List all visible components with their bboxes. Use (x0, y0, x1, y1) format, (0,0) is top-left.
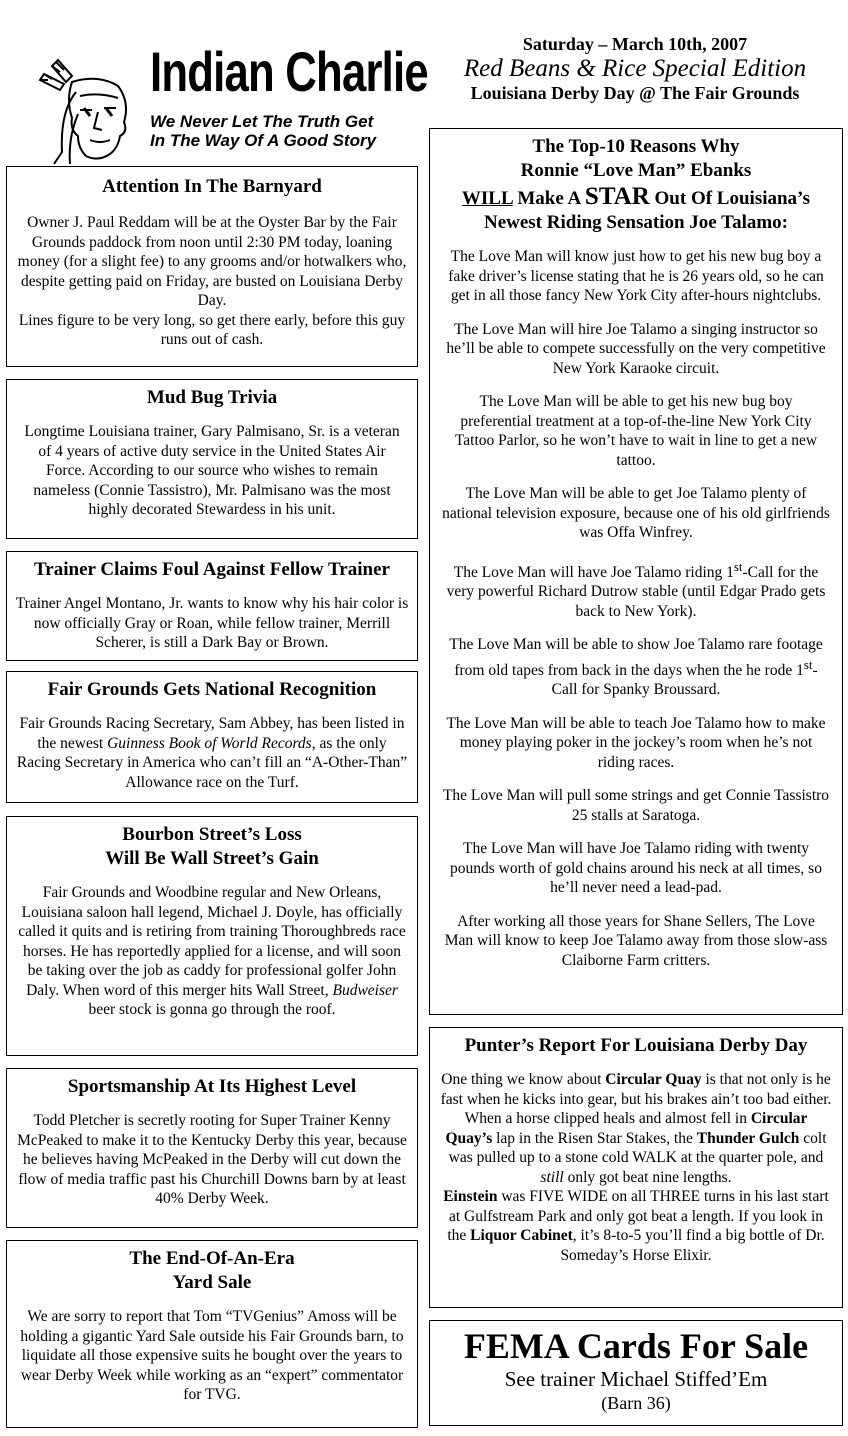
top10-title-2: Ronnie “Love Man” Ebanks (520, 160, 752, 181)
top10-title-4: Newest Riding Sensation Joe Talamo: (483, 212, 789, 233)
article-body: Owner J. Paul Reddam will be at the Oyster Bar by the Fair Grounds paddock from noon until 2:30 PM today, loaning money (for a slight fee) to any grooms and/or hotwalkers who, despite getting paid on Friday, are busted on Louisiana Derby Day. (17, 214, 407, 309)
horse-name: Einstein (443, 1188, 498, 1205)
reason-item: The Love Man will know just how to get his new bug boy a fake driver’s license stating that he is 26 years old, so he can get in all those fancy New York City after-hours nightclubs. (448, 248, 824, 304)
reason-item: The Love Man will hire Joe Talamo a singing instructor so he’ll be able to compete successfully on the very competitive New York Karaoke circuit. (446, 320, 826, 377)
article-yardsale (6, 1240, 418, 1428)
horse-name: Circular Quay (605, 1071, 702, 1088)
issue-header (426, 34, 844, 118)
article-recognition (6, 671, 418, 803)
article-title: Trainer Claims Foul Against Fellow Trainer (34, 559, 390, 580)
masthead-tagline-line1: We Never Let The Truth Get (150, 112, 374, 131)
horse-name: Thunder Gulch (696, 1129, 800, 1147)
article-bourbon (6, 816, 418, 1056)
horse-name: Liquor Cabinet (470, 1227, 573, 1244)
article-body: Trainer Angel Montano, Jr. wants to know why his hair color is now officially Gray or Roan, while fellow trainer, Merrill Scherer, is still a Dark Bay or Brown. (15, 595, 409, 651)
article-title: Sportsmanship At Its Highest Level (67, 1076, 357, 1097)
horse-name: Circular Quay’s (445, 1110, 808, 1147)
brand-name: Budweiser (332, 981, 398, 999)
reason-item: The Love Man will be able to teach Joe Talamo how to make money playing poker in the jockey’s room when he’s not riding races. (446, 714, 826, 771)
masthead (20, 40, 428, 166)
article-body: One thing we know about Circular Quay is that not only is he fast when he kicks into gear, but his brakes ain’t too bad either. When a horse clipped heals and almost fell in Circular Quay’s lap in the Risen Star Stakes, the Thunder Gulch colt was pulled up to a stone cold WALK at the quarter pole, and still only got beat nine lengths. Einstein was FIVE WIDE on all THREE turns in his last start at Gulfstream Park and only got beat a length. If you look in the Liquor Cabinet, it’s 8-to-5 you’ll find a big bottle of Dr. Someday’s Horse Elixir. (440, 1071, 832, 1264)
top10-title-1: The Top-10 Reasons Why (532, 136, 740, 157)
star-emphasis: STAR (584, 183, 650, 210)
reason-item: The Love Man will be able to get his new bug boy preferential treatment at a top-of-the-line New York City Tattoo Parlor, so he won’t have to wait in line to get a new tattoo. (454, 393, 818, 469)
article-title-1: Bourbon Street’s Loss (122, 824, 302, 845)
article-body: Fair Grounds Racing Secretary, Sam Abbey, has been listed in the newest Guinness Book of World Records, as the only Racing Secretary in America who can’t fill an “A-Other-Than” Allowance race on the Turf. (16, 715, 408, 791)
masthead-title: Indian Charlie (150, 40, 428, 103)
article-body: We are sorry to report that Tom “TVGenius” Amoss will be holding a gigantic Yard Sale outside his Fair Grounds barn, to liquidate all those expensive suits he bought over the years to wear Derby Week while working as an “expert” commentator for TVG. (20, 1308, 404, 1403)
article-title-1: The End-Of-An-Era (129, 1248, 295, 1269)
article-body: Longtime Louisiana trainer, Gary Palmisano, Sr. is a veteran of 4 years of active duty service in the United States Air Force. According to our source who wishes to remain nameless (Connie Tassistro), Mr. Palmisano was the most highly decorated Stewardess in his unit. (24, 423, 400, 518)
article-title: Mud Bug Trivia (146, 387, 278, 408)
article-body: Fair Grounds and Woodbine regular and New Orleans, Louisiana saloon hall legend, Michael J. Doyle, has officially called it quits and is retiring from training Thoroughbreds race horses. He has reportedly applied for a license, and will soon be taking over the job as caddy for professional golfer John Daly. When word of this merger hits Wall Street, Budweiser beer stock is gonna go through the roof. (18, 884, 406, 1018)
reason-item: After working all those years for Shane Sellers, The Love Man will know to keep Joe Talamo away from those slow-ass Claiborne Farm critters. (444, 912, 828, 969)
article-sportsmanship (6, 1068, 418, 1228)
article-body-2: Lines figure to be very long, so get there early, before this guy runs out of cash. (18, 311, 406, 348)
ad-line-1: See trainer Michael Stiffed’Em (504, 1367, 768, 1391)
reason-item: The Love Man will have Joe Talamo riding with twenty pounds worth of gold chains around his neck at all times, so he’ll never need a lead-pad. (450, 840, 822, 897)
ad-line-2: (Barn 36) (601, 1393, 671, 1413)
reason-item: The Love Man will have Joe Talamo riding 1st-Call for the very powerful Richard Dutrow stable (until Edgar Prado gets back to New York). (446, 558, 826, 620)
book-title: Guinness Book of World Records (107, 734, 312, 752)
article-title: Punter’s Report For Louisiana Derby Day (464, 1035, 808, 1056)
will-emphasis: WILL (461, 188, 513, 209)
article-title: Fair Grounds Gets National Recognition (47, 679, 377, 700)
reason-item: The Love Man will be able to get Joe Talamo plenty of national television exposure, because one of his old girlfriends was Offa Winfrey. (442, 485, 830, 541)
article-title: Attention In The Barnyard (102, 176, 322, 197)
issue-edition: Red Beans & Rice Special Edition (463, 55, 807, 82)
article-mudbug (6, 379, 418, 539)
reason-item: The Love Man will pull some strings and get Connie Tassistro 25 stalls at Saratoga. (442, 787, 830, 824)
reason-list (442, 247, 830, 970)
issue-event: Louisiana Derby Day @ The Fair Grounds (470, 83, 800, 103)
masthead-tagline-line2: In The Way Of A Good Story (150, 131, 377, 150)
article-barnyard (6, 166, 418, 367)
article-punter (429, 1027, 843, 1308)
article-title-2: Will Be Wall Street’s Gain (105, 848, 319, 869)
ad-title: FEMA Cards For Sale (463, 1326, 809, 1366)
issue-date: Saturday – March 10th, 2007 (522, 34, 748, 54)
reason-item: The Love Man will be able to show Joe Talamo rare footage from old tapes from back in the days when the he rode 1st-Call for Spanky Broussard. (449, 636, 823, 699)
article-foul (6, 551, 418, 661)
indian-chief-head-icon (20, 52, 150, 166)
top10-title-3: WILL Make A STAR Out Of Louisiana’s (461, 183, 811, 210)
article-body: Todd Pletcher is secretly rooting for Super Trainer Kenny McPeaked to make it to the Kentucky Derby this year, because he believes having McPeaked in the Derby will cut down the flow of media traffic past his Churchill Downs barn by at least 40% Derby Week. (17, 1112, 407, 1207)
ad-fema (429, 1320, 843, 1426)
article-top10 (429, 128, 843, 1015)
article-title-2: Yard Sale (172, 1272, 252, 1293)
